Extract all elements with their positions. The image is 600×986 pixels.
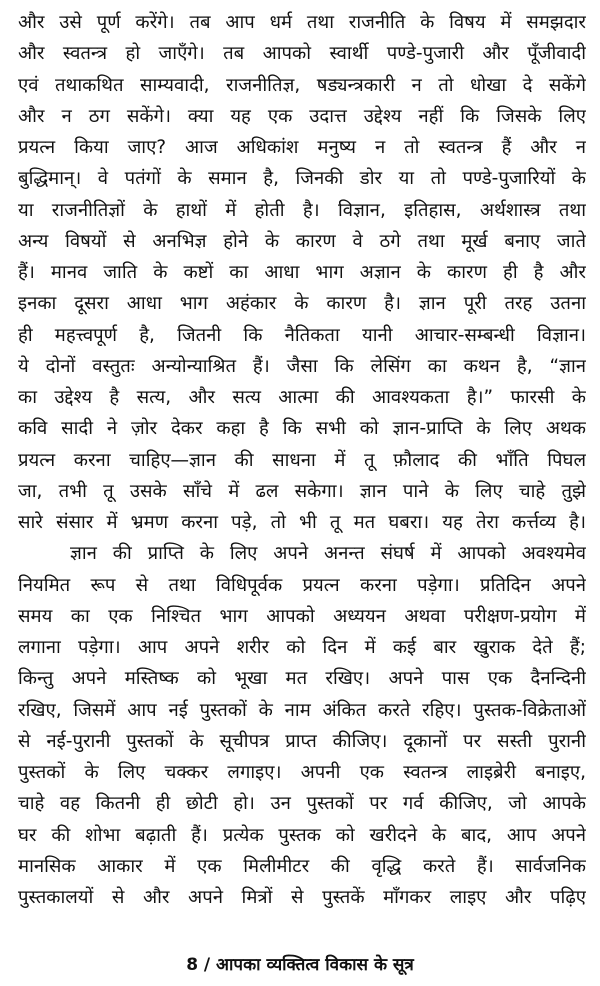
text-line: रखिए, जिसमें आप नई पुस्तकों के नाम अंकित करते रहिए। पुस्तक-विक्रेताओं [18,699,586,721]
text-line: प्रयत्न करना चाहिए—ज्ञान की साधना में तू फ़ौलाद की भाँति पिघल [18,449,586,471]
text-line: लगाना पड़ेगा। आप अपने शरीर को दिन में कई बार खुराक देते हैं; [18,637,586,658]
text-line: ही महत्त्वपूर्ण है, जितनी कि नैतिकता यानी आचार-सम्बन्धी विज्ञान। [18,324,586,346]
text-line: ज्ञान की प्राप्ति के लिए अपने अनन्त संघर्ष में आपको अवश्यमेव [70,543,586,565]
text-line: किन्तु अपने मस्तिष्क को भूखा मत रखिए। अपने पास एक दैनन्दिनी [18,668,586,690]
text-line: जा, तभी तू उसके साँचे में ढल सकेगा। ज्ञान पाने के लिए चाहे तुझे [18,480,586,502]
text-line: और न ठग सकेंगे। क्या यह एक उदात्त उद्देश्य नहीं कि जिसके लिए [18,105,586,127]
text-line: और उसे पूर्ण करेंगे। तब आप धर्म तथा राजनीति के विषय में समझदार [18,12,586,33]
text-line: बुद्धिमान्। वे पतंगों के समान है, जिनकी डोर या तो पण्डे-पुजारियों के [18,168,586,190]
text-line: इनका दूसरा आधा भाग अहंकार के कारण है। ज्ञान पूरी तरह उतना [18,293,586,315]
text-line: पुस्तकालयों से और अपने मित्रों से पुस्तकें माँगकर लाइए और पढ़िए [18,887,586,908]
text-line: कवि सादी ने ज़ोर देकर कहा है कि सभी को ज्ञान-प्राप्ति के लिए अथक [18,418,586,440]
text-line: हैं। मानव जाति के कष्टों का आधा भाग अज्ञान के कारण ही है और [18,262,586,283]
text-line: या राजनीतिज्ञों के हाथों में होती है। विज्ञान, इतिहास, अर्थशास्त्र तथा [18,199,586,221]
text-line: पुस्तकों के लिए चक्कर लगाइए। अपनी एक स्वतन्त्र लाइब्रेरी बनाइए, [18,762,586,783]
text-line: मानसिक आकार में एक मिलीमीटर की वृद्धि करते हैं। सार्वजनिक [18,855,586,877]
text-line: और स्वतन्त्र हो जाएँगे। तब आपको स्वार्थी पण्डे-पुजारी और पूँजीवादी [18,43,586,65]
text-line: समय का एक निश्चित भाग आपको अध्ययन अथवा परीक्षण-प्रयोग में [18,605,586,627]
text-line: से नई-पुरानी पुस्तकों के सूचीपत्र प्राप्त कीजिए। दूकानों पर सस्ती पुरानी [18,730,586,752]
text-line: का उद्देश्य है सत्य, और सत्य आत्मा की आवश्यकता है।” फारसी के [18,387,586,408]
text-line: अन्य विषयों से अनभिज्ञ होने के कारण वे ठगे तथा मूर्ख बनाए जाते [18,230,586,252]
text-line: एवं तथाकथित साम्यवादी, राजनीतिज्ञ, षड्यन्त्रकारी न तो धोखा दे सकेंगे [18,74,586,96]
text-line: ये दोनों वस्तुतः अन्योन्याश्रित हैं। जैसा कि लेसिंग का कथन है, “ज्ञान [18,355,586,377]
text-line: प्रयत्न किया जाए? आज अधिकांश मनुष्य न तो स्वतन्त्र हैं और न [18,137,586,158]
page-footer: 8 / आपका व्यक्तित्व विकास के सूत्र [186,955,414,975]
text-line: घर की शोभा बढ़ाती हैं। प्रत्येक पुस्तक को खरीदने के बाद, आप अपने [18,824,586,846]
text-line: सारे संसार में भ्रमण करना पड़े, तो भी तू मत घबरा। यह तेरा कर्त्तव्य है। [18,512,586,533]
text-line: चाहे वह कितनी ही छोटी हो। उन पुस्तकों पर गर्व कीजिए, जो आपके [18,793,586,815]
text-line: नियमित रूप से तथा विधिपूर्वक प्रयत्न करना पड़ेगा। प्रतिदिन अपने [18,574,586,596]
